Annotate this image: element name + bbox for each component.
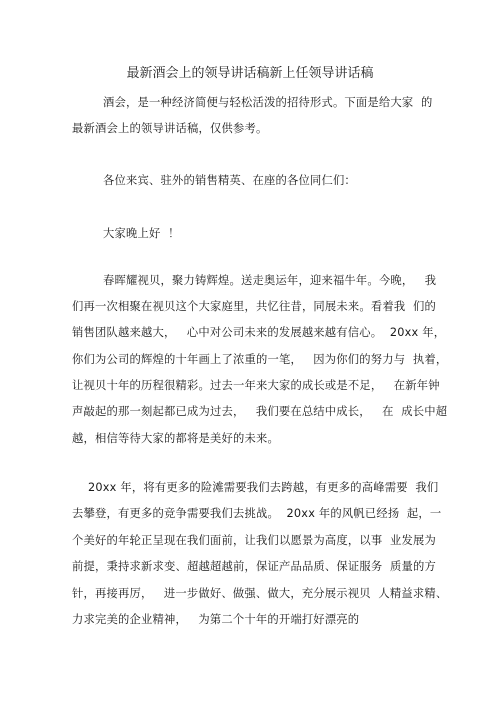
greeting: 大家晚上好 ！ <box>103 227 180 240</box>
paragraph2-line-6: 力求完美的企业精神， 为第二个十年的开端打好漂亮的 <box>72 613 360 626</box>
paragraph2-line-4: 前提，秉持求新求变、超越超越前，保证产品品质、保证服务 质量的方 <box>72 560 436 573</box>
paragraph1-line-5: 让视贝十年的历程很精彩。过去一年来大家的成长或是不足， 在新年钟 <box>72 379 440 392</box>
intro-line-2: 最新酒会上的领导讲话稿，仅供参考。 <box>72 122 268 135</box>
paragraph1-line-3: 销售团队越来越大， 心中对公司未来的发展越来越有信心。 20xx 年， <box>72 326 446 339</box>
intro-line-1: 酒会，是一种经济简便与轻松活泼的招待形式。下面是给大家 的 <box>103 96 433 109</box>
paragraph2-line-2: 去攀登，有更多的竞争需要我们去挑战。 20xx 年的风帆已经扬 起，一 <box>72 507 442 520</box>
paragraph2-line-1: 20xx 年，将有更多的险滩需要我们去跨越，有更多的高峰需要 我们 <box>88 481 439 494</box>
paragraph1-line-6: 声敲起的那一刻起都已成为过去， 我们要在总结中成长， 在 成长中超 <box>72 405 448 418</box>
paragraph1-line-4: 你们为公司的辉煌的十年画上了浓重的一笔， 因为你们的努力与 执着， <box>72 353 448 366</box>
salutation: 各位来宾、驻外的销售精英、在座的各位同仁们： <box>103 174 356 187</box>
paragraph1-line-2: 们再一次相聚在视贝这个大家庭里，共忆往昔，同展未来。看着我 们的 <box>72 300 436 313</box>
document-title: 最新酒会上的领导讲话稿新上任领导讲话稿 <box>126 66 374 81</box>
paragraph2-line-5: 针，再接再厉， 进一步做好、做强、做大，充分展示视贝 人精益求精、 <box>72 587 448 600</box>
paragraph1-line-7: 越，相信等待大家的都将是美好的未来。 <box>72 432 279 445</box>
paragraph2-line-3: 个美好的年轮正呈现在我们面前，让我们以愿景为高度，以事 业发展为 <box>72 534 436 547</box>
paragraph1-line-1: 春晖耀视贝，聚力铸辉煌。送走奥运年，迎来福牛年。今晚， 我 <box>103 274 437 287</box>
